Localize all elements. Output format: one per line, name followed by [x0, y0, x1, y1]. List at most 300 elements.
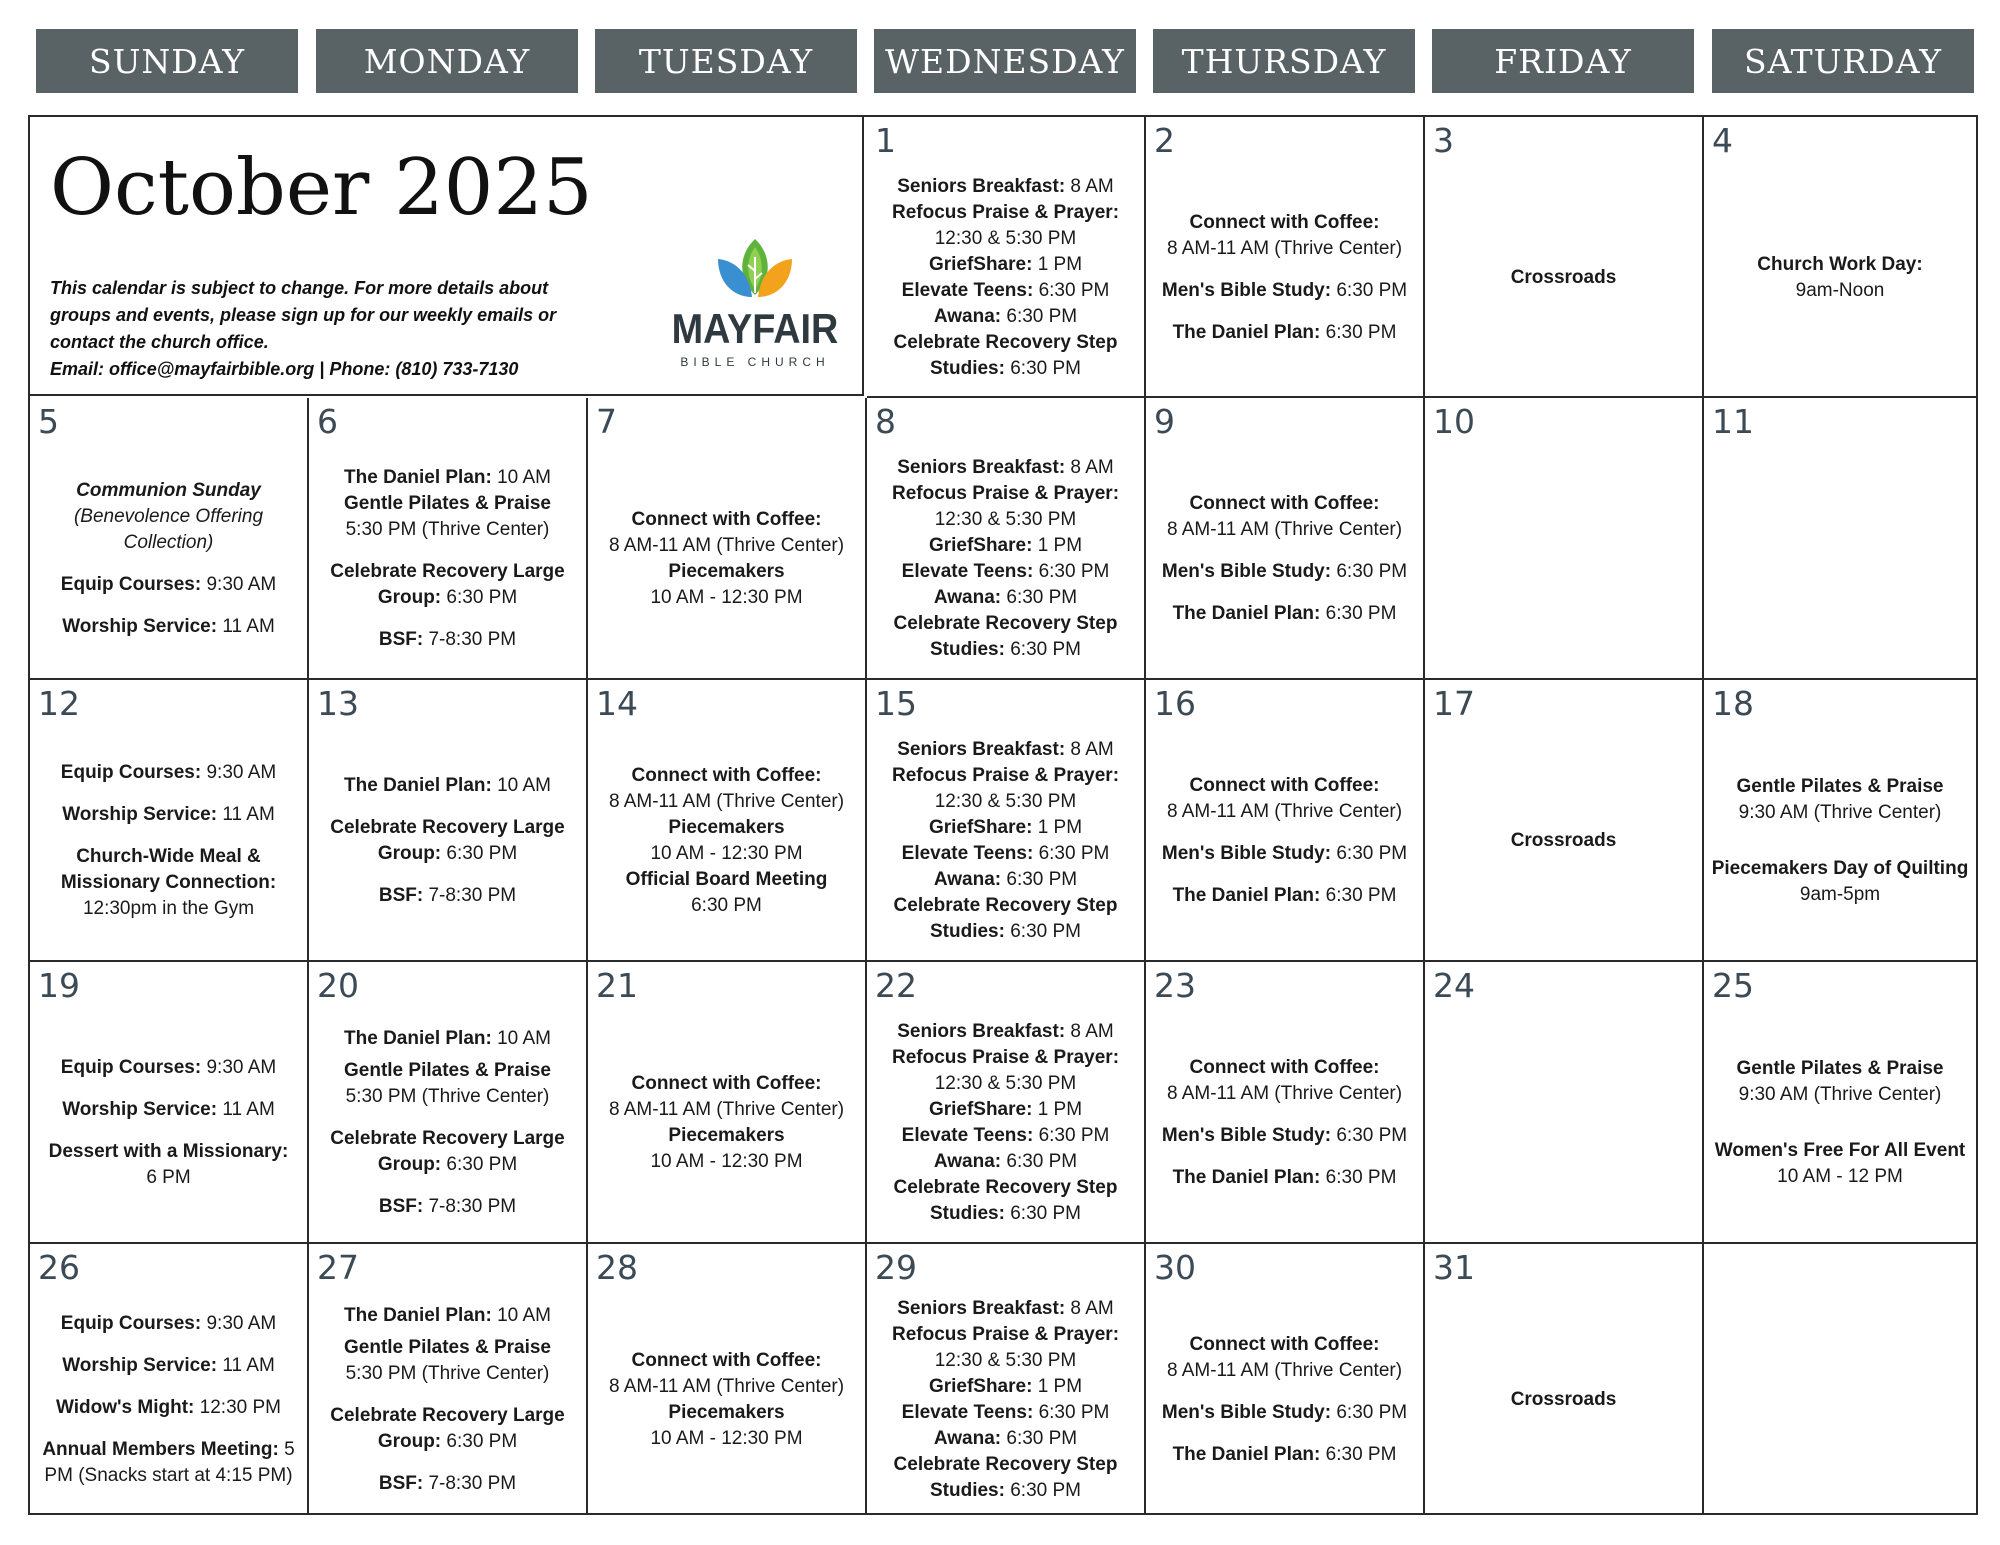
event-label: Celebrate Recovery Step — [893, 895, 1118, 916]
event-line — [934, 585, 1077, 611]
event-detail: 7-8:30 PM — [423, 629, 517, 650]
event-detail: 6:30 PM — [1331, 1125, 1408, 1146]
event-line — [650, 1426, 802, 1452]
event-line — [902, 1400, 1110, 1426]
event-list — [36, 1008, 301, 1238]
event-detail: 6:30 PM — [441, 587, 518, 608]
event-line — [61, 1055, 276, 1081]
event-detail: 6:30 PM — [1033, 843, 1110, 864]
day-cell-30 — [1146, 1244, 1425, 1513]
event-detail: 11 AM — [217, 1354, 275, 1376]
day-number: 31 — [1433, 1248, 1475, 1287]
day-cell-10 — [1425, 398, 1704, 680]
event-line — [1173, 601, 1397, 627]
event-line — [1173, 883, 1397, 909]
event-detail: 8 AM — [1065, 457, 1114, 478]
event-label: BSF: — [378, 1196, 424, 1217]
day-cell-1 — [867, 117, 1146, 398]
event-detail: 6:30 PM — [1033, 1401, 1110, 1423]
day-number: 6 — [317, 402, 338, 441]
event-line — [330, 559, 564, 585]
event-line — [929, 1097, 1082, 1123]
event-line — [379, 627, 516, 653]
event-list — [315, 726, 580, 956]
event-line — [1511, 265, 1617, 291]
event-line — [1162, 1123, 1407, 1149]
event-line — [668, 1123, 784, 1149]
event-line — [1190, 210, 1380, 236]
event-line — [897, 1019, 1113, 1045]
event-line — [930, 919, 1081, 945]
event-line — [632, 1348, 822, 1374]
calendar-grid — [28, 115, 1978, 1515]
day-cell-25 — [1704, 962, 1976, 1244]
day-number: 24 — [1433, 966, 1475, 1005]
event-line — [892, 481, 1119, 507]
event-line — [61, 870, 276, 896]
event-detail: 9:30 AM — [201, 1312, 277, 1334]
event-detail: 6:30 PM — [1331, 279, 1408, 301]
day-cell-24 — [1425, 962, 1704, 1244]
event-detail: 6:30 PM — [1320, 321, 1397, 343]
day-cell-2 — [1146, 117, 1425, 398]
event-line — [892, 200, 1119, 226]
event-line — [894, 1175, 1118, 1201]
event-list — [1710, 163, 1970, 392]
day-number: 23 — [1154, 966, 1196, 1005]
event-line — [929, 815, 1082, 841]
day-cell-31 — [1425, 1244, 1704, 1513]
event-line — [668, 559, 784, 585]
event-line — [56, 1395, 281, 1421]
event-line — [935, 226, 1077, 252]
event-list — [1431, 163, 1696, 392]
event-line — [894, 1452, 1118, 1478]
calendar-title-block — [30, 117, 864, 396]
event-list — [873, 163, 1138, 392]
day-cell-22 — [867, 962, 1146, 1244]
day-cell-15 — [867, 680, 1146, 962]
event-line — [1757, 252, 1922, 278]
event-detail: 6:30 PM — [1320, 1167, 1397, 1188]
event-detail: 8 AM — [1065, 1021, 1114, 1042]
day-number: 5 — [38, 402, 59, 441]
event-line — [346, 1084, 550, 1110]
event-label: Refocus Praise & Prayer: — [891, 1323, 1120, 1345]
event-detail: 8 AM-11 AM (Thrive Center) — [608, 1099, 845, 1120]
event-line — [934, 1149, 1077, 1175]
event-line — [902, 1123, 1110, 1149]
event-label: Elevate Teens: — [901, 279, 1034, 301]
event-detail: 6:30 PM — [1033, 279, 1110, 301]
event-detail: 6:30 PM — [1001, 1427, 1078, 1449]
event-line — [61, 760, 276, 786]
event-line — [1715, 1138, 1966, 1164]
event-label: The Daniel Plan: — [344, 775, 492, 796]
event-line — [934, 867, 1077, 893]
event-line — [124, 530, 214, 556]
event-line — [330, 1126, 564, 1152]
event-list — [873, 726, 1138, 956]
day-number: 20 — [317, 966, 359, 1005]
event-label: Celebrate Recovery Step — [893, 331, 1118, 353]
event-line — [379, 1471, 516, 1497]
event-label: Studies: — [930, 1203, 1005, 1224]
event-label: Celebrate Recovery Step — [893, 613, 1118, 634]
event-line — [650, 585, 802, 611]
event-line — [1167, 517, 1402, 543]
day-number: 3 — [1433, 121, 1454, 160]
event-list — [594, 726, 859, 956]
event-label: Connect with Coffee: — [1189, 493, 1380, 514]
event-detail: 10 AM — [491, 1304, 551, 1326]
event-label: Celebrate Recovery Large — [330, 1128, 565, 1149]
event-detail: 12:30 & 5:30 PM — [934, 227, 1077, 249]
day-cell-18 — [1704, 680, 1976, 962]
event-detail: 1 PM — [1032, 1099, 1083, 1120]
day-number: 27 — [317, 1248, 359, 1287]
event-line — [1190, 1055, 1380, 1081]
event-label: Refocus Praise & Prayer: — [891, 1047, 1120, 1068]
event-label: Gentle Pilates & Praise — [1736, 776, 1944, 797]
event-label: Equip Courses: — [60, 762, 202, 783]
event-label: Connect with Coffee: — [1189, 211, 1380, 233]
event-line — [74, 504, 263, 530]
event-list — [873, 1008, 1138, 1238]
day-number: 1 — [875, 121, 896, 160]
day-cell-6 — [309, 398, 588, 680]
day-number: 9 — [1154, 402, 1175, 441]
event-detail: 9:30 AM — [201, 574, 277, 595]
event-detail: 9am-Noon — [1795, 279, 1885, 301]
event-label: Worship Service: — [62, 616, 218, 637]
event-detail: 9:30 AM (Thrive Center) — [1738, 802, 1942, 823]
event-label: Gentle Pilates & Praise — [1736, 1058, 1944, 1079]
event-line — [379, 883, 516, 909]
event-line — [1167, 799, 1402, 825]
church-logo — [660, 237, 850, 377]
event-detail: 6:30 PM — [691, 895, 762, 916]
event-line — [934, 1426, 1077, 1452]
weekday-tuesday: TUESDAY — [595, 29, 857, 93]
event-detail: 11 AM — [217, 1099, 275, 1120]
event-detail: 8 AM-11 AM (Thrive Center) — [1166, 237, 1403, 259]
event-detail: 9:30 AM — [201, 1057, 277, 1078]
event-detail: 6:30 PM — [1331, 561, 1408, 582]
event-label: Crossroads — [1510, 830, 1617, 851]
weekday-friday: FRIDAY — [1432, 29, 1694, 93]
event-detail: 5:30 PM (Thrive Center) — [345, 1086, 550, 1107]
event-detail: 6:30 PM — [1033, 1125, 1110, 1146]
day-cell-5 — [30, 398, 309, 680]
logo-subtitle: BIBLE CHURCH — [680, 355, 830, 369]
event-detail: 12:30pm in the Gym — [82, 898, 255, 919]
day-cell-29 — [867, 1244, 1146, 1513]
month-title: October 2025 — [50, 143, 593, 233]
day-number: 7 — [596, 402, 617, 441]
event-label: Refocus Praise & Prayer: — [891, 765, 1120, 786]
event-line — [1739, 800, 1942, 826]
event-line — [330, 1403, 564, 1429]
event-label: Connect with Coffee: — [1189, 775, 1380, 796]
event-line — [1162, 559, 1407, 585]
event-label: Elevate Teens: — [901, 561, 1034, 582]
event-line — [62, 802, 275, 828]
event-label: Crossroads — [1510, 1388, 1617, 1410]
day-cell-4 — [1704, 117, 1976, 398]
event-detail: 10 AM — [491, 775, 551, 796]
event-line — [1173, 1442, 1397, 1468]
event-label: The Daniel Plan: — [1172, 1443, 1321, 1465]
event-label: Missionary Connection: — [60, 872, 277, 893]
event-label: Men's Bible Study: — [1161, 561, 1332, 582]
event-line — [1167, 236, 1402, 262]
event-detail: 1 PM — [1032, 817, 1083, 838]
event-label: Elevate Teens: — [901, 843, 1034, 864]
event-line — [1173, 320, 1397, 346]
event-line — [930, 1201, 1081, 1227]
event-detail: 5 — [278, 1438, 295, 1460]
event-label: Piecemakers Day of Quilting — [1711, 858, 1969, 879]
event-line — [346, 517, 550, 543]
event-label: Seniors Breakfast: — [897, 175, 1066, 197]
day-number: 19 — [38, 966, 80, 1005]
event-detail: 6:30 PM — [1331, 843, 1408, 864]
event-detail: 1 PM — [1032, 253, 1083, 275]
event-line — [1167, 1081, 1402, 1107]
event-detail: 12:30 & 5:30 PM — [934, 791, 1077, 812]
event-line — [1167, 1358, 1402, 1384]
event-label: Awana: — [933, 305, 1002, 327]
day-number: 15 — [875, 684, 917, 723]
event-label: Annual Members Meeting: — [42, 1438, 279, 1460]
event-line — [344, 465, 551, 491]
event-list — [1152, 1290, 1417, 1509]
event-detail: 12:30 & 5:30 PM — [934, 509, 1077, 530]
event-line — [346, 1361, 550, 1387]
day-number: 22 — [875, 966, 917, 1005]
event-label: GriefShare: — [928, 535, 1033, 556]
event-label: Dessert with a Missionary: — [48, 1141, 289, 1162]
day-cell-9 — [1146, 398, 1425, 680]
event-line — [76, 478, 261, 504]
contact-info: Email: office@mayfairbible.org | Phone: (810) 733-7130 — [50, 359, 519, 379]
event-detail: 7-8:30 PM — [423, 1472, 517, 1494]
day-cell-11 — [1704, 398, 1976, 680]
event-line — [650, 1149, 802, 1175]
event-line — [929, 533, 1082, 559]
event-line — [626, 867, 828, 893]
event-detail: 6:30 PM — [1001, 305, 1078, 327]
event-line — [378, 1152, 517, 1178]
event-label: Studies: — [930, 1479, 1005, 1501]
day-number: 11 — [1712, 402, 1754, 441]
day-number: 21 — [596, 966, 638, 1005]
event-detail: 9am-5pm — [1799, 884, 1881, 905]
event-line — [897, 174, 1113, 200]
event-label: Celebrate Recovery Large — [330, 561, 565, 582]
event-label: Awana: — [933, 869, 1002, 890]
event-label: The Daniel Plan: — [344, 1028, 492, 1049]
event-line — [892, 763, 1119, 789]
event-line — [344, 1335, 551, 1361]
day-number: 18 — [1712, 684, 1754, 723]
event-line — [1737, 1056, 1944, 1082]
event-list — [594, 1290, 859, 1509]
event-detail: 12:30 & 5:30 PM — [934, 1349, 1077, 1371]
day-number: 4 — [1712, 121, 1733, 160]
event-label: Elevate Teens: — [901, 1125, 1034, 1146]
event-detail: 12:30 PM — [194, 1396, 281, 1418]
event-line — [1739, 1082, 1942, 1108]
event-label: Worship Service: — [62, 804, 218, 825]
event-list — [1710, 726, 1970, 956]
event-line — [929, 252, 1082, 278]
event-line — [632, 1071, 822, 1097]
event-line — [1712, 856, 1969, 882]
event-label: Group: — [377, 843, 442, 864]
event-detail: 8 AM — [1065, 739, 1114, 760]
event-line — [49, 1139, 289, 1165]
event-line — [1777, 1164, 1903, 1190]
event-label: Celebrate Recovery Step — [893, 1453, 1118, 1475]
event-line — [378, 841, 517, 867]
event-line — [1190, 773, 1380, 799]
event-line — [1737, 774, 1944, 800]
event-line — [894, 893, 1118, 919]
event-label: Elevate Teens: — [901, 1401, 1034, 1423]
event-detail: 10 AM - 12 PM — [1777, 1166, 1903, 1187]
event-line — [892, 1045, 1119, 1071]
event-label: Official Board Meeting — [625, 869, 828, 890]
event-label: Men's Bible Study: — [1161, 1125, 1332, 1146]
event-line — [897, 1296, 1113, 1322]
event-line — [1511, 828, 1617, 854]
event-detail: 6 PM — [146, 1167, 191, 1188]
event-detail: 8 AM-11 AM (Thrive Center) — [1166, 1083, 1403, 1104]
event-label: The Daniel Plan: — [1172, 321, 1321, 343]
event-line — [44, 1463, 292, 1489]
day-number: 16 — [1154, 684, 1196, 723]
event-label: Group: — [377, 1154, 442, 1175]
day-cell-27 — [309, 1244, 588, 1513]
event-label: Celebrate Recovery Step — [893, 1177, 1118, 1198]
event-detail: Communion Sunday — [76, 480, 261, 501]
event-line — [61, 1311, 276, 1337]
event-label: Men's Bible Study: — [1161, 1401, 1332, 1423]
day-cell-7 — [588, 398, 867, 680]
event-detail: 10 AM - 12:30 PM — [650, 587, 803, 608]
day-cell-16 — [1146, 680, 1425, 962]
event-list — [873, 444, 1138, 674]
event-line — [632, 763, 822, 789]
event-detail: 6:30 PM — [1320, 603, 1397, 624]
event-label: Studies: — [930, 639, 1005, 660]
calendar-notice — [50, 275, 610, 383]
logo-wordmark: MAYFAIR — [671, 305, 839, 352]
event-line — [1800, 882, 1880, 908]
event-detail: 8 AM-11 AM (Thrive Center) — [1166, 801, 1403, 822]
event-list — [36, 1290, 301, 1509]
day-cell-12 — [30, 680, 309, 962]
day-cell-23 — [1146, 962, 1425, 1244]
event-line — [378, 585, 517, 611]
leaf-logo-icon — [660, 237, 850, 307]
event-line — [691, 893, 762, 919]
event-detail: 5:30 PM (Thrive Center) — [345, 519, 550, 540]
event-label: Connect with Coffee: — [631, 1073, 822, 1094]
event-line — [930, 356, 1081, 382]
event-label: Seniors Breakfast: — [897, 1021, 1066, 1042]
weekday-sunday: SUNDAY — [36, 29, 298, 93]
event-detail: 8 AM-11 AM (Thrive Center) — [1166, 519, 1403, 540]
event-detail: 6:30 PM — [441, 843, 518, 864]
event-detail: 10 AM - 12:30 PM — [650, 1427, 803, 1449]
event-detail: 5:30 PM (Thrive Center) — [345, 1362, 550, 1384]
event-line — [935, 507, 1077, 533]
event-detail: 6:30 PM — [1004, 1203, 1081, 1224]
event-line — [609, 789, 844, 815]
event-label: Awana: — [933, 1151, 1002, 1172]
event-label: Crossroads — [1510, 266, 1617, 288]
event-line — [379, 1194, 516, 1220]
event-label: Equip Courses: — [60, 574, 202, 595]
event-line — [935, 1071, 1077, 1097]
event-label: Women's Free For All Event — [1714, 1140, 1966, 1161]
event-line — [344, 1026, 551, 1052]
event-list — [36, 444, 301, 674]
event-label: Men's Bible Study: — [1161, 843, 1332, 864]
event-line — [894, 330, 1118, 356]
event-line — [1162, 1400, 1407, 1426]
event-line — [668, 1400, 784, 1426]
event-line — [929, 1374, 1082, 1400]
weekday-saturday: SATURDAY — [1712, 29, 1974, 93]
event-label: The Daniel Plan: — [344, 1304, 492, 1326]
event-line — [42, 1437, 294, 1463]
event-detail: 8 AM-11 AM (Thrive Center) — [608, 1375, 845, 1397]
event-line — [61, 572, 276, 598]
weekday-wednesday: WEDNESDAY — [874, 29, 1136, 93]
event-line — [1162, 841, 1407, 867]
event-detail: 6:30 PM — [1004, 639, 1081, 660]
event-label: Connect with Coffee: — [1189, 1057, 1380, 1078]
day-cell-26 — [30, 1244, 309, 1513]
event-label: GriefShare: — [928, 817, 1033, 838]
event-label: GriefShare: — [928, 253, 1033, 275]
event-line — [62, 1353, 275, 1379]
event-label: Seniors Breakfast: — [897, 1297, 1066, 1319]
day-cell-20 — [309, 962, 588, 1244]
event-line — [609, 1097, 844, 1123]
event-detail: 7-8:30 PM — [423, 1196, 517, 1217]
event-label: Connect with Coffee: — [631, 509, 822, 530]
event-line — [894, 611, 1118, 637]
event-list — [315, 1008, 580, 1238]
event-line — [1162, 278, 1407, 304]
day-number: 8 — [875, 402, 896, 441]
event-detail: 10 AM — [491, 467, 551, 488]
weekday-monday: MONDAY — [316, 29, 578, 93]
event-label: Connect with Coffee: — [631, 1349, 822, 1371]
event-detail: 6:30 PM — [1004, 357, 1081, 379]
day-cell-3 — [1425, 117, 1704, 398]
event-detail: 6:30 PM — [1001, 1151, 1078, 1172]
event-label: Studies: — [930, 921, 1005, 942]
event-label: Group: — [377, 587, 442, 608]
event-label: Group: — [377, 1430, 442, 1452]
event-label: The Daniel Plan: — [1172, 1167, 1321, 1188]
